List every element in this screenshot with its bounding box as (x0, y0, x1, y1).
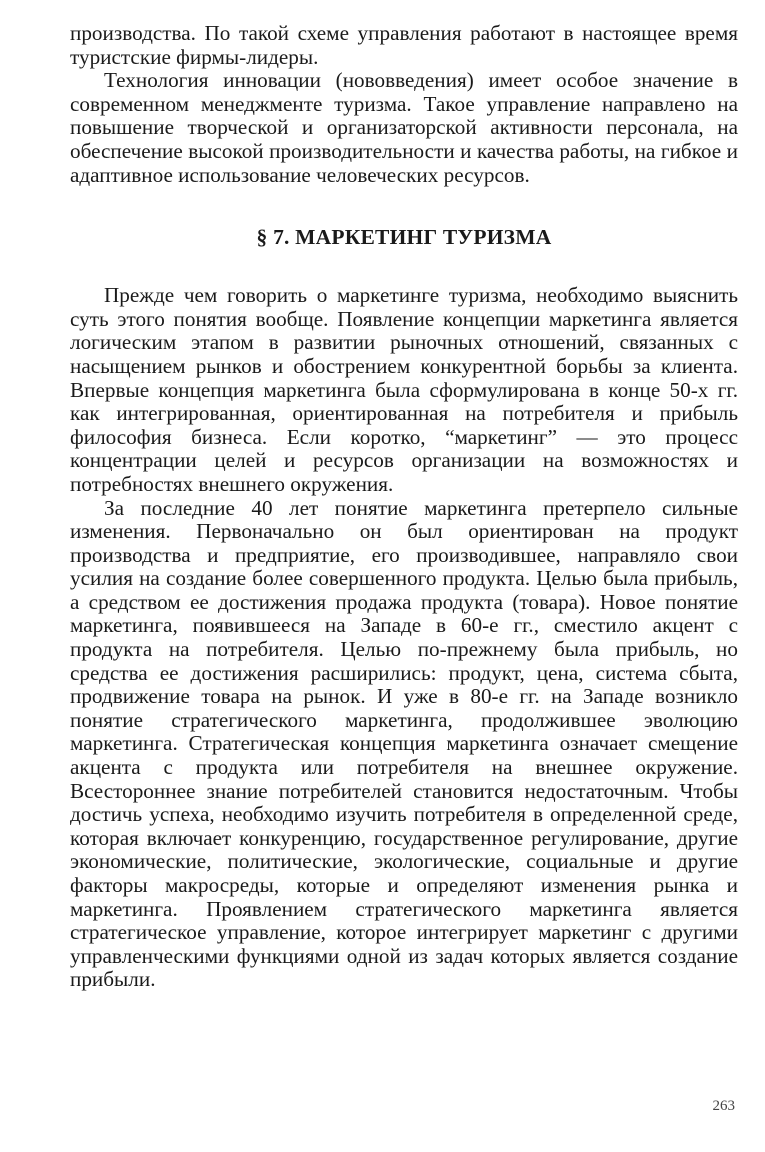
paragraph-marketing-history: За последние 40 лет понятие маркетинга претерпело сильные изменения. Первоначально он был ориентирован на продукт производства и предприятие, его производившее, направляло свои усилия на создание более совершенного продукта. Целью была прибыль, а средством ее достижения продажа продукта (товара). Новое понятие маркетинга, появившееся на Западе в 60-е гг., сместило акцент с продукта на потребителя. Целью по-прежнему была прибыль, но средства ее достижения расширились: продукт, цена, система сбыта, продвижение товара на рынок. И уже в 80-е гг. на Западе возникло понятие стратегического маркетинга, продолжившее эволюцию маркетинга. Стратегическая концепция маркетинга означает смещение акцента с продукта или потребителя на внешнее окружение. Всестороннее знание потребителей становится недостаточным. Чтобы достичь успеха, необходимо изучить потребителя в определенной среде, которая включает конкуренцию, государственное регулирование, другие экономические, политические, экологические, социальные и другие факторы макросреды, которые и определяют изменения рынка и маркетинга. Проявлением стратегического маркетинга является стратегическое управление, которое интегрирует маркетинг с другими управленческими функциями одной из задач которых является создание прибыли. (70, 495, 738, 992)
section-heading: § 7. МАРКЕТИНГ ТУРИЗМА (256, 225, 552, 250)
paragraph-marketing-intro: Прежде чем говорить о маркетинге туризма, необходимо выяснить суть этого понятия вообще. Появление концепции маркетинга является логическим этапом в развитии рыночных отношений, связанных с насыщением рынков и обострением конкурентной борьбы за клиента. Впервые концепция маркетинга была сформулирована в конце 50-х гг. как интегрированная, ориентированная на потребителя и прибыль философия бизнеса. Если коротко, “маркетинг” — это процесс концентрации целей и ресурсов организации на возможностях и потребностях внешнего окружения. (70, 283, 738, 496)
paragraph-continued: производства. По такой схеме управления работают в настоящее время туристские фирмы-лидеры. (70, 21, 738, 69)
document-page (70, 22, 738, 992)
page-number: 263 (712, 1098, 735, 1114)
paragraph-innovation: Технология инновации (нововведения) имеет особое значение в современном менеджменте туризма. Такое управление направлено на повышение творческой и организаторской активности персонала, на обеспечение высокой производительности и качества работы, на гибкое и адаптивное использование человеческих ресурсов. (70, 68, 738, 187)
